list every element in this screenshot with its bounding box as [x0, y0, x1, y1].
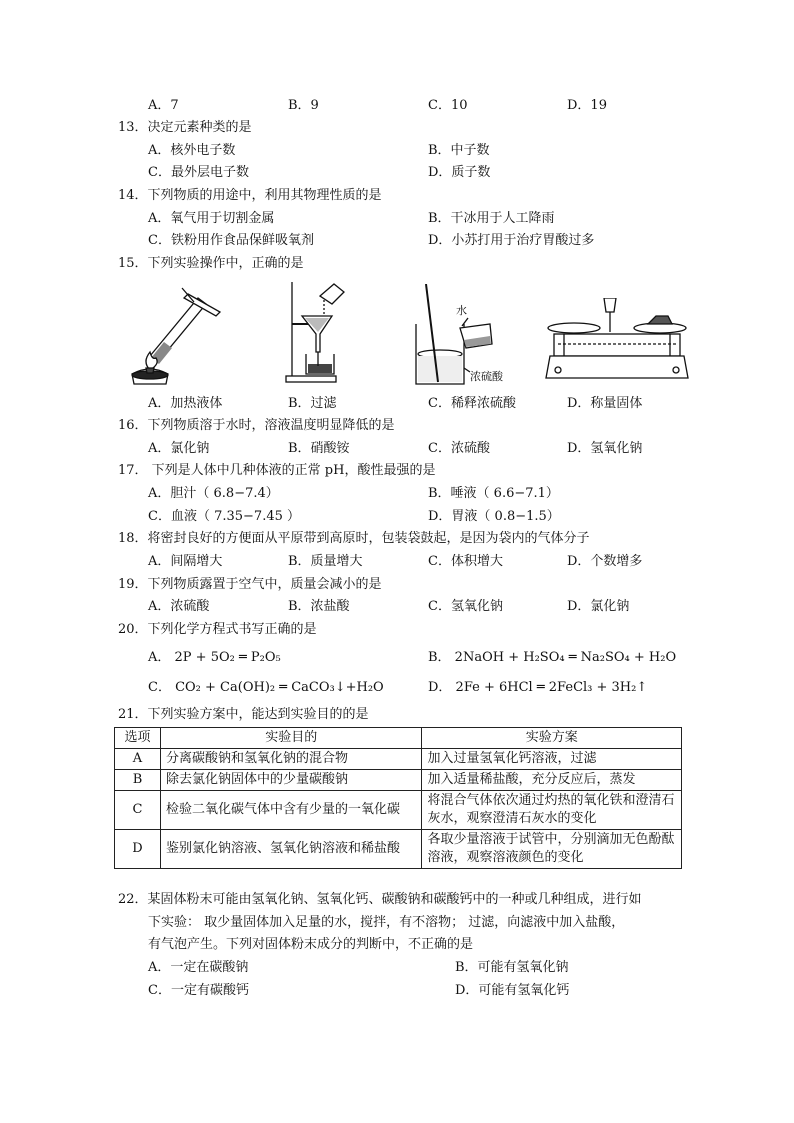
- q13-option-b: B．中子数: [428, 143, 490, 158]
- water-label: 水: [456, 304, 467, 317]
- q13-option-c: C．最外层电子数: [148, 165, 249, 180]
- q22-option-a: A．一定在碳酸钠: [148, 960, 249, 975]
- header-purpose: 实验目的: [160, 728, 422, 749]
- balance-figure: [544, 298, 690, 384]
- row-purpose: 除去氯化钠固体中的少量碳酸钠: [160, 770, 422, 791]
- q16-option-a: A．氯化钠: [148, 441, 210, 456]
- q17-option-b: B．唾液（ 6.6−7.1）: [428, 486, 559, 501]
- q13-option-d: D．质子数: [428, 165, 491, 180]
- row-plan: 将混合气体依次通过灼热的氧化铁和澄清石灰水，观察澄清石灰水的变化: [422, 791, 682, 830]
- q16-stem: 16．下列物质溶于水时，溶液温度明显降低的是: [118, 418, 395, 433]
- q20-option-b: B． 2NaOH + H₂SO₄ ═ Na₂SO₄ + H₂O: [428, 650, 677, 665]
- q14-stem: 14．下列物质的用途中，利用其物理性质的是: [118, 188, 382, 203]
- header-plan: 实验方案: [422, 728, 682, 749]
- row-plan: 加入过量氢氧化钙溶液，过滤: [422, 749, 682, 770]
- q15-option-d: D．称量固体: [567, 396, 643, 411]
- q21-stem: 21．下列实验方案中，能达到实验目的的是: [118, 707, 369, 722]
- q16-option-b: B．硝酸铵: [288, 441, 350, 456]
- table-row: [115, 791, 682, 830]
- filtration-figure: [280, 276, 360, 386]
- q17-option-a: A．胆汁（ 6.8−7.4）: [148, 486, 279, 501]
- q12-option-a: A．7: [148, 98, 179, 113]
- q17-option-c: C．血液（ 7.35−7.45 ）: [148, 509, 300, 524]
- q12-option-c: C．10: [428, 98, 468, 113]
- q14-option-d: D．小苏打用于治疗胃酸过多: [428, 233, 595, 248]
- q19-option-a: A．浓硫酸: [148, 599, 210, 614]
- q22-stem-line-1: 22．某固体粉末可能由氢氧化钠、氢氧化钙、碳酸钠和碳酸钙中的一种或几种组成，进行如: [118, 892, 642, 907]
- header-option: 选项: [115, 728, 161, 749]
- table-row: [115, 749, 682, 770]
- experiment-table: [114, 727, 682, 869]
- q20-option-d: D． 2Fe + 6HCl ═ 2FeCl₃ + 3H₂↑: [428, 680, 648, 695]
- row-purpose: 检验二氧化碳气体中含有少量的一氧化碳: [160, 791, 422, 830]
- q15-option-c: C．稀释浓硫酸: [428, 396, 516, 411]
- row-purpose: 鉴别氯化钠溶液、氢氧化钠溶液和稀盐酸: [160, 830, 422, 869]
- q20-stem: 20．下列化学方程式书写正确的是: [118, 622, 317, 637]
- concentrated-acid-label: 浓硫酸: [470, 370, 503, 383]
- q17-stem: 17． 下列是人体中几种体液的正常 pH，酸性最强的是: [118, 463, 436, 478]
- q14-option-b: B．干冰用于人工降雨: [428, 211, 555, 226]
- row-plan: 各取少量溶液于试管中，分别滴加无色酚酞溶液，观察溶液颜色的变化: [422, 830, 682, 869]
- q19-stem: 19．下列物质露置于空气中，质量会减小的是: [118, 577, 382, 592]
- q22-option-c: C．一定有碳酸钙: [148, 983, 249, 998]
- q13-option-a: A．核外电子数: [148, 143, 236, 158]
- q17-option-d: D．胃液（ 0.8−1.5）: [428, 509, 560, 524]
- q18-option-d: D．个数增多: [567, 554, 643, 569]
- q18-option-c: C．体积增大: [428, 554, 503, 569]
- q15-option-a: A．加热液体: [148, 396, 223, 411]
- row-option: C: [115, 791, 161, 830]
- dilute-acid-figure: [408, 284, 518, 390]
- q15-stem: 15．下列实验操作中，正确的是: [118, 256, 304, 271]
- q19-option-d: D．氯化钠: [567, 599, 630, 614]
- q20-option-c: C． CO₂ + Ca(OH)₂ ═ CaCO₃↓+H₂O: [148, 680, 384, 695]
- table-header-row: [115, 728, 682, 749]
- q12-option-d: D．19: [567, 98, 607, 113]
- q12-option-b: B．9: [288, 98, 319, 113]
- heating-liquid-figure: [120, 278, 230, 388]
- q14-option-a: A．氧气用于切割金属: [148, 211, 275, 226]
- row-option: D: [115, 830, 161, 869]
- q18-option-b: B．质量增大: [288, 554, 363, 569]
- q22-option-d: D．可能有氢氧化钙: [455, 983, 570, 998]
- q20-option-a: A． 2P + 5O₂ ═ P₂O₅: [148, 650, 281, 665]
- row-purpose: 分离碳酸钠和氢氧化钠的混合物: [160, 749, 422, 770]
- q14-option-c: C．铁粉用作食品保鲜吸氧剂: [148, 233, 314, 248]
- q13-stem: 13．决定元素种类的是: [118, 120, 252, 135]
- q22-stem-line-2: 下实验： 取少量固体加入足量的水，搅拌，有不溶物； 过滤，向滤液中加入盐酸，: [148, 915, 625, 930]
- q22-option-b: B．可能有氢氧化钠: [455, 960, 569, 975]
- q19-option-b: B．浓盐酸: [288, 599, 350, 614]
- row-option: B: [115, 770, 161, 791]
- q19-option-c: C．氢氧化钠: [428, 599, 503, 614]
- q22-stem-line-3: 有气泡产生。下列对固体粉末成分的判断中，不正确的是: [148, 937, 474, 952]
- row-option: A: [115, 749, 161, 770]
- q16-option-d: D．氢氧化钠: [567, 441, 643, 456]
- q18-option-a: A．间隔增大: [148, 554, 223, 569]
- row-plan: 加入适量稀盐酸，充分反应后，蒸发: [422, 770, 682, 791]
- q15-option-b: B．过滤: [288, 396, 337, 411]
- q16-option-c: C．浓硫酸: [428, 441, 490, 456]
- q18-stem: 18．将密封良好的方便面从平原带到高原时，包装袋鼓起，是因为袋内的气体分子: [118, 531, 590, 546]
- table-row: [115, 770, 682, 791]
- table-row: [115, 830, 682, 869]
